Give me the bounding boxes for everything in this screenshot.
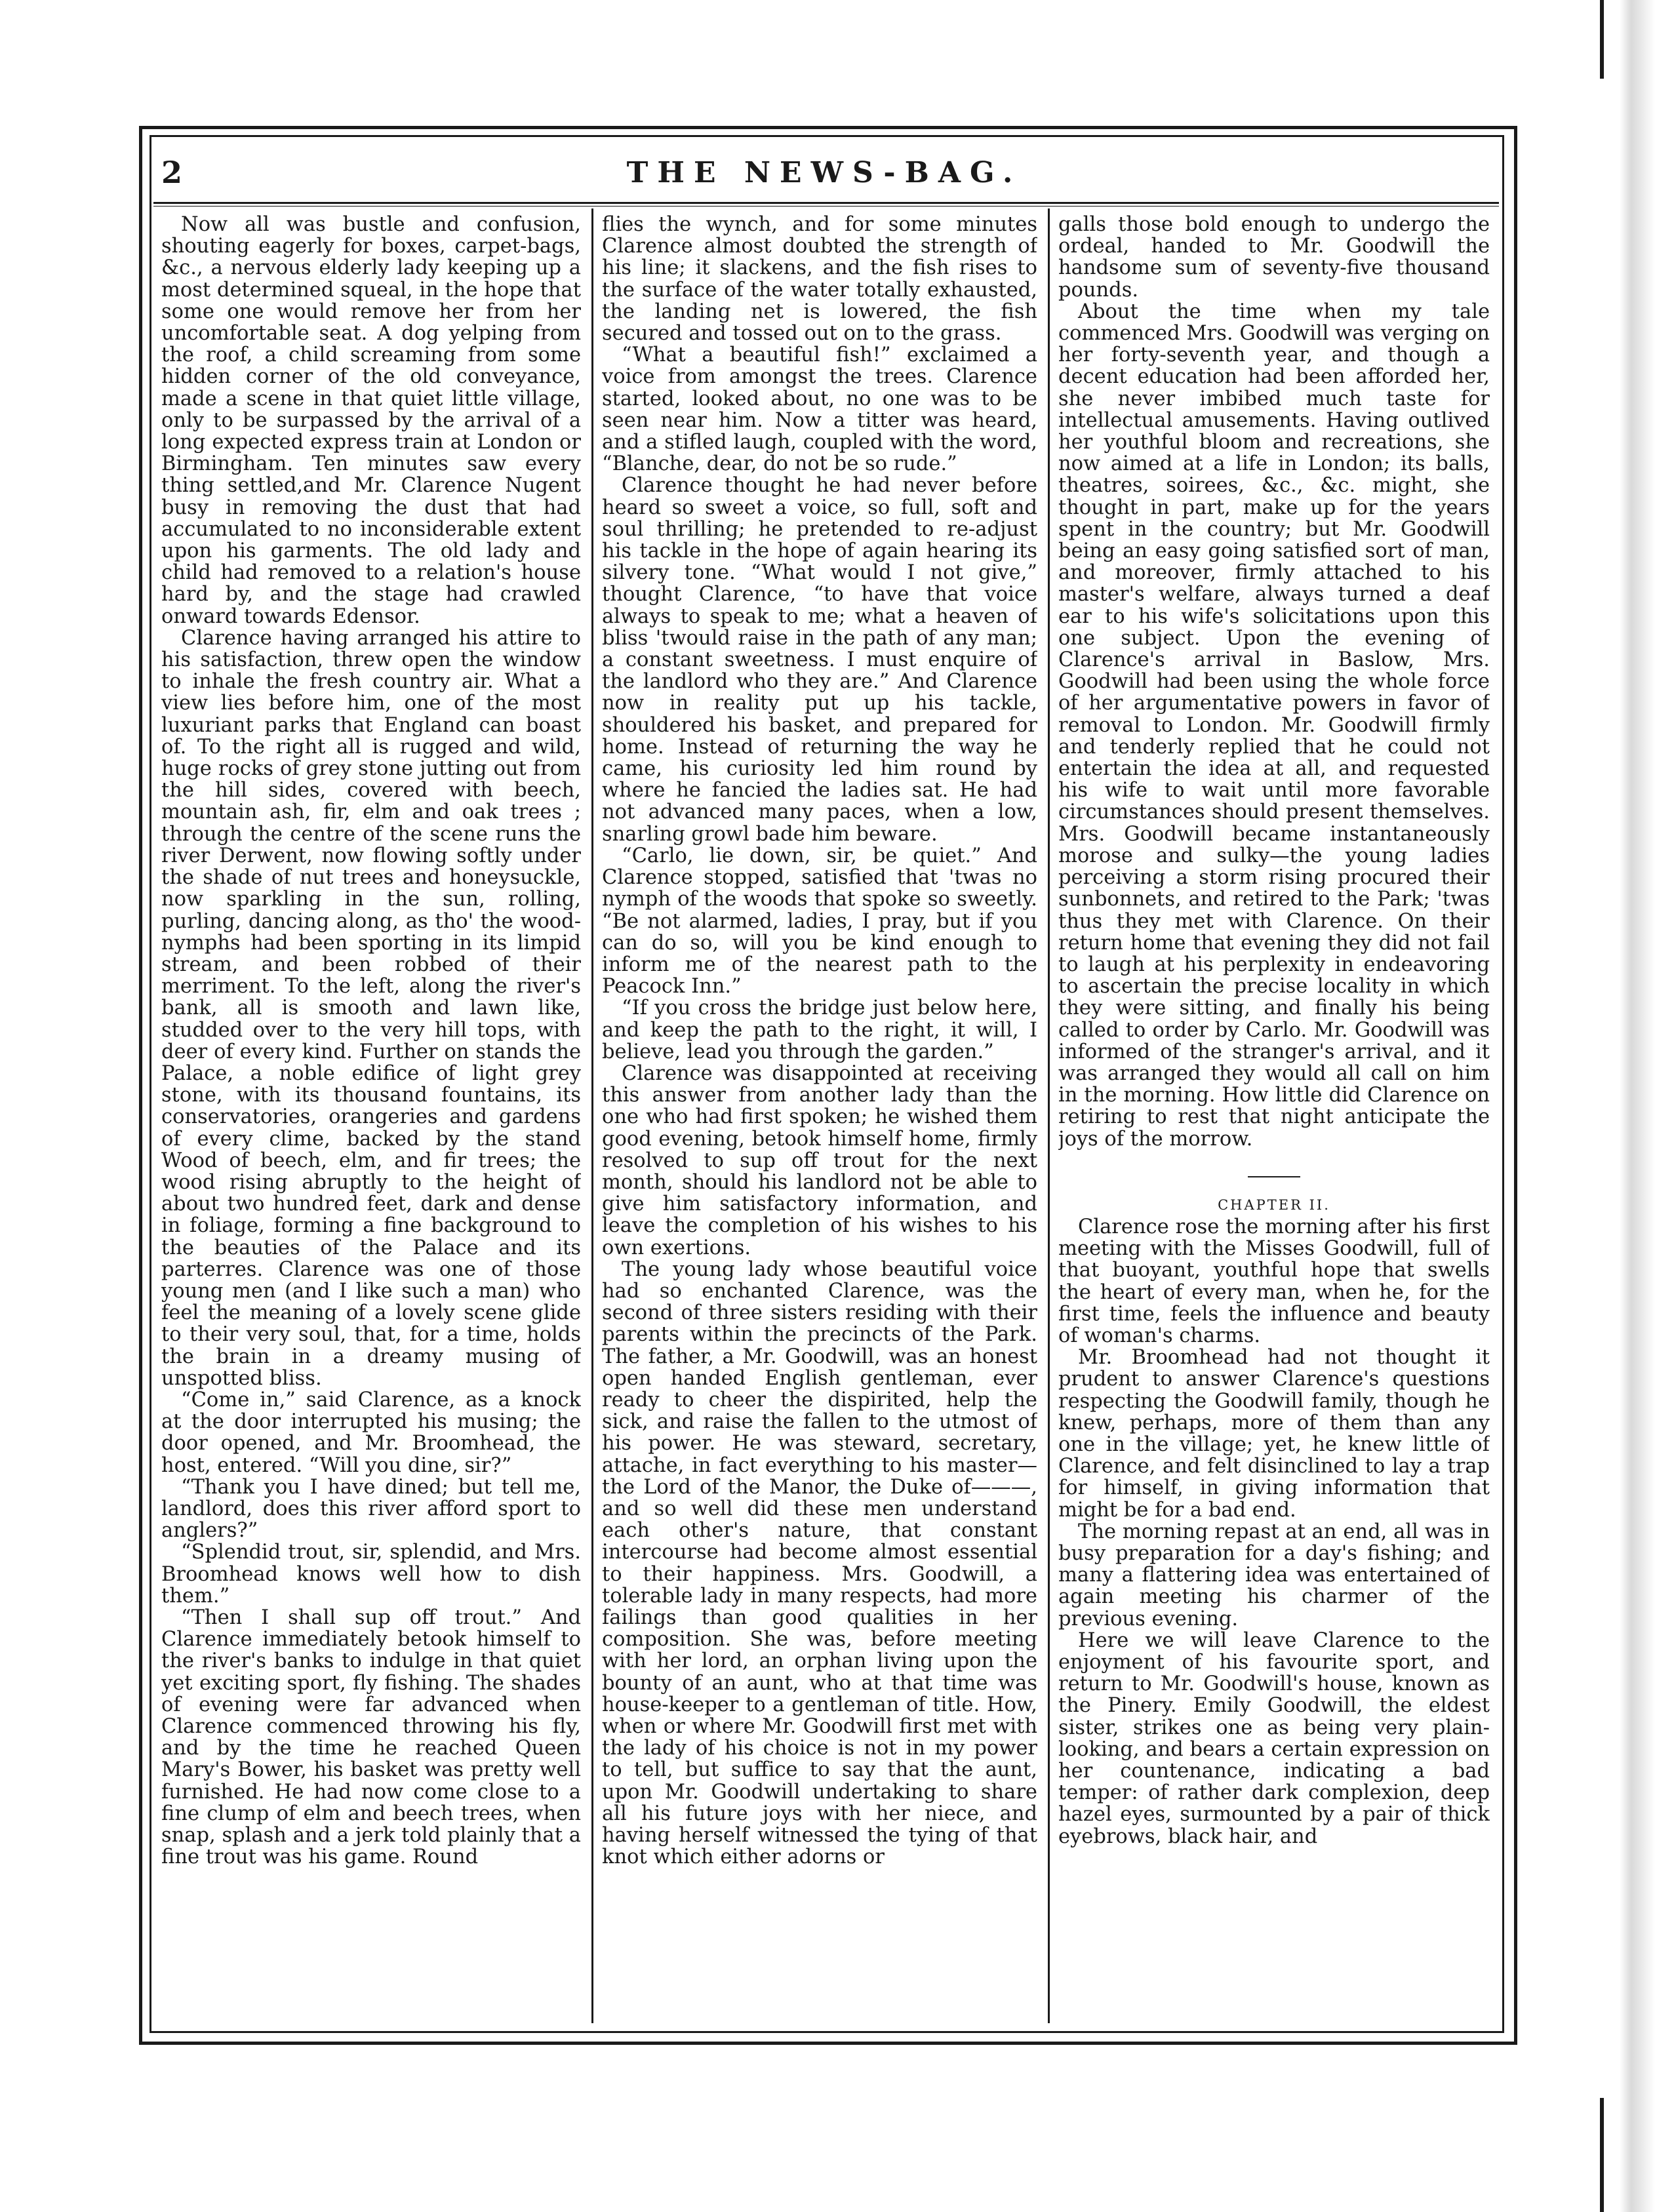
scan-edge-shadow bbox=[1576, 0, 1655, 2212]
paragraph: “Then I shall sup off trout.” And Clarence immediately betook himself to the river's banks to indulge in that quiet yet exciting sport, fly fishing. The shades of evening were far advanced when Clarence commenced throwing his fly, and by the time he reached Queen Mary's Bower, his basket was pretty well furnished. He had now come close to a fine clump of elm and beech trees, when snap, splash and a jerk told plainly that a fine trout was his game. Round bbox=[161, 1606, 581, 1869]
chapter-separator-rule bbox=[1248, 1176, 1300, 1177]
paragraph: “Thank you I have dined; but tell me, landlord, does this river afford sport to anglers?” bbox=[161, 1475, 581, 1543]
header-rule bbox=[153, 202, 1499, 207]
chapter-heading: CHAPTER II. bbox=[1218, 1196, 1330, 1213]
paragraph: “If you cross the bridge just below here, and keep the path to the right, it will, I believe, lead you through the garden.” bbox=[602, 997, 1037, 1063]
paragraph: Mr. Broomhead had not thought it prudent to answer Clarence's questions respecting the Goodwill family, though he knew, perhaps, more of them than any one in the village; yet, he knew little of Clarence, and felt disinclined to lay a trap for himself, in giving information that might be for a bad end. bbox=[1058, 1346, 1490, 1522]
page-number: 2 bbox=[161, 155, 183, 190]
page-header bbox=[153, 152, 1495, 198]
paragraph: Now all was bustle and confusion, shouting eagerly for boxes, carpet-bags, &c., a nervous elderly lady keeping up a most determined squeal, in the hope that some one would remove her from her uncomfortable seat. A dog yelping from the roof, a child screaming from some hidden corner of the old conveyance, made a scene in that quiet little village, only to be surpassed by the arrival of a long expected express train at London or Birmingham. Ten minutes saw every thing settled,and Mr. Clarence Nugent busy in removing the dust that had accumulated to no inconsiderable extent upon his garments. The old lady and child had removed to a relation's house hard by, and the stage had crawled onward towards Edensor. bbox=[161, 214, 581, 628]
text-column-1 bbox=[161, 214, 581, 2010]
paragraph: galls those bold enough to undergo the ordeal, handed to Mr. Goodwill the handsome sum of seventy-five thousand pounds. bbox=[1058, 214, 1490, 302]
text-column-3 bbox=[1058, 214, 1490, 2010]
column-divider bbox=[591, 208, 593, 2023]
paragraph: “Come in,” said Clarence, as a knock at the door interrupted his musing; the door opened, and Mr. Broomhead, the host, entered. “Will you dine, sir?” bbox=[161, 1388, 581, 1477]
masthead-title: THE NEWS-BAG. bbox=[626, 156, 1022, 189]
paragraph: Here we will leave Clarence to the enjoyment of his favourite sport, and return to Mr. Goodwill's house, known as the Pinery. Emily Goodwill, the eldest sister, strikes one as being very plain-looking, and bears a certain expression on her countenance, indicating a bad temper: of rather dark complexion, deep hazel eyes, surmounted by a pair of thick eyebrows, black hair, and bbox=[1058, 1629, 1490, 1848]
paragraph: The young lady whose beautiful voice had so enchanted Clarence, was the second of three sisters residing with their parents within the precincts of the Park. The father, a Mr. Goodwill, was an honest open handed English gentleman, ever ready to cheer the dispirited, help the sick, and raise the fallen to the utmost of his power. He was steward, secretary, attache, in fact everything to his master—the Lord of the Manor, the Duke of———, and so well did these men understand each other's nature, that constant intercourse had become almost essential to their happiness. Mrs. Goodwill, a tolerable lady in many respects, had more failings than good qualities in her composition. She was, before meeting with her lord, an orphan living upon the bounty of an aunt, who at that time was house-keeper to a gentleman of title. How, when or where Mr. Goodwill first met with the lady of his choice is not in my power to tell, but suffice to say that the aunt, upon Mr. Goodwill undertaking to share all his future joys with her niece, and having herself witnessed the tying of that knot which either adorns or bbox=[602, 1257, 1037, 1869]
scan-edge-mark bbox=[1600, 0, 1604, 79]
paragraph: Clarence having arranged his attire to his satisfaction, threw open the window to inhale the fresh country air. What a view lies before him, one of the most luxuriant parks that England can boast of. To the right all is rugged and wild, huge rocks of grey stone jutting out from the hill sides, covered with beech, mountain ash, fir, elm and oak trees ; through the centre of the scene runs the river Derwent, now flowing softly under the shade of nut trees and honeysuckle, now sparkling in the sun, rolling, purling, dancing along, as tho' the wood-nymphs had been sporting in its limpid stream, and been robbed of their merriment. To the left, along the river's bank, all is smooth and lawn like, studded over to the very hill tops, with deer of every kind. Further on stands the Palace, a noble edifice of light grey stone, with its thousand fountains, its conservatories, orangeries and gardens of every clime, backed by the stand Wood of beech, elm, and fir trees; the wood rising abruptly to the height of about two hundred feet, dark and dense in foliage, forming a fine background to the beauties of the Palace and its parterres. Clarence was one of those young men (and I like such a man) who feel the meaning of a lovely scene glide to their very soul, that, for a time, holds the brain in a dreamy musing of unspotted bliss. bbox=[161, 626, 581, 1390]
paragraph: The morning repast at an end, all was in busy preparation for a day's fishing; and many a flattering idea was entertained of again meeting his charmer of the previous evening. bbox=[1058, 1520, 1490, 1630]
paragraph: About the time when my tale commenced Mrs. Goodwill was verging on her forty-seventh year, and though a decent education had been afforded her, she never imbibed much taste for intellectual amusements. Having outlived her youthful bloom and recreations, she now aimed at a life in London; its balls, theatres, soirees, &c., &c. might, she thought in part, make up for the years spent in the country; but Mr. Goodwill being an easy going satisfied sort of man, and moreover, firmly attached to his master's welfare, always turned a deaf ear to his wife's solicitations upon this one subject. Upon the evening of Clarence's arrival in Baslow, Mrs. Goodwill had been using the whole force of her argumentative powers in favor of removal to London. Mr. Goodwill firmly and tenderly replied that he could not entertain the idea at all, and requested his wife to wait until more favorable circumstances should present themselves. Mrs. Goodwill became instantaneously morose and sulky—the young ladies perceiving a storm rising procured their sunbonnets, and retired to the Park; 'twas thus they met with Clarence. On their return home that evening they did not fail to laugh at his perplexity in endeavoring to ascertain the precise locality in which they were sitting, and finally his being called to order by Carlo. Mr. Goodwill was informed of the stranger's arrival, and it was arranged they would all call on him in the morning. How little did Clarence on retiring to rest that night anticipate the joys of the morrow. bbox=[1058, 300, 1490, 1151]
scan-edge-mark bbox=[1600, 2098, 1604, 2212]
paragraph: Clarence rose the morning after his first meeting with the Misses Goodwill, full of that buoyant, youthful hope that swells the heart of every man, when he, for the first time, feels the influence and beauty of woman's charms. bbox=[1058, 1215, 1490, 1347]
paragraph: “Splendid trout, sir, splendid, and Mrs. Broomhead knows well how to dish them.” bbox=[161, 1541, 581, 1608]
column-divider bbox=[1048, 208, 1050, 2023]
paragraph: Clarence was disappointed at receiving this answer from another lady than the one who had first spoken; he wished them good evening, betook himself home, firmly resolved to sup off trout for the next month, should his landlord not be able to give him satisfactory information, and leave the completion of his wishes to his own exertions. bbox=[602, 1061, 1037, 1259]
paragraph: “Carlo, lie down, sir, be quiet.” And Clarence stopped, satisfied that 'twas no nymph of the woods that spoke so sweetly. “Be not alarmed, ladies, I pray, but if you can do so, will you be kind enough to inform me of the nearest path to the Peacock Inn.” bbox=[602, 844, 1037, 998]
paragraph: “What a beautiful fish!” exclaimed a voice from amongst the trees. Clarence started, looked about, no one was to be seen near him. Now a titter was heard, and a stifled laugh, coupled with the word, “Blanche, dear, do not be so rude.” bbox=[602, 344, 1037, 476]
text-column-2 bbox=[602, 214, 1037, 2010]
paragraph: Clarence thought he had never before heard so sweet a voice, so full, soft and soul thrilling; he pretended to re-adjust his tackle in the hope of again hearing its silvery tone. “What would I not give,” thought Clarence, “to have that voice always to speak to me; what a heaven of bliss 'twould raise in the path of any man; a constant sweetness. I must enquire of the landlord who they are.” And Clarence now in reality put up his tackle, shouldered his basket, and prepared for home. Instead of returning the way he came, his curiosity led him round by where he fancied the ladies sat. He had not advanced many paces, when a low, snarling growl bade him beware. bbox=[602, 474, 1037, 846]
paragraph: flies the wynch, and for some minutes Clarence almost doubted the strength of his line; it slackens, and the fish rises to the surface of the water totally exhausted, the landing net is lowered, the fish secured and tossed out on to the grass. bbox=[602, 214, 1037, 346]
